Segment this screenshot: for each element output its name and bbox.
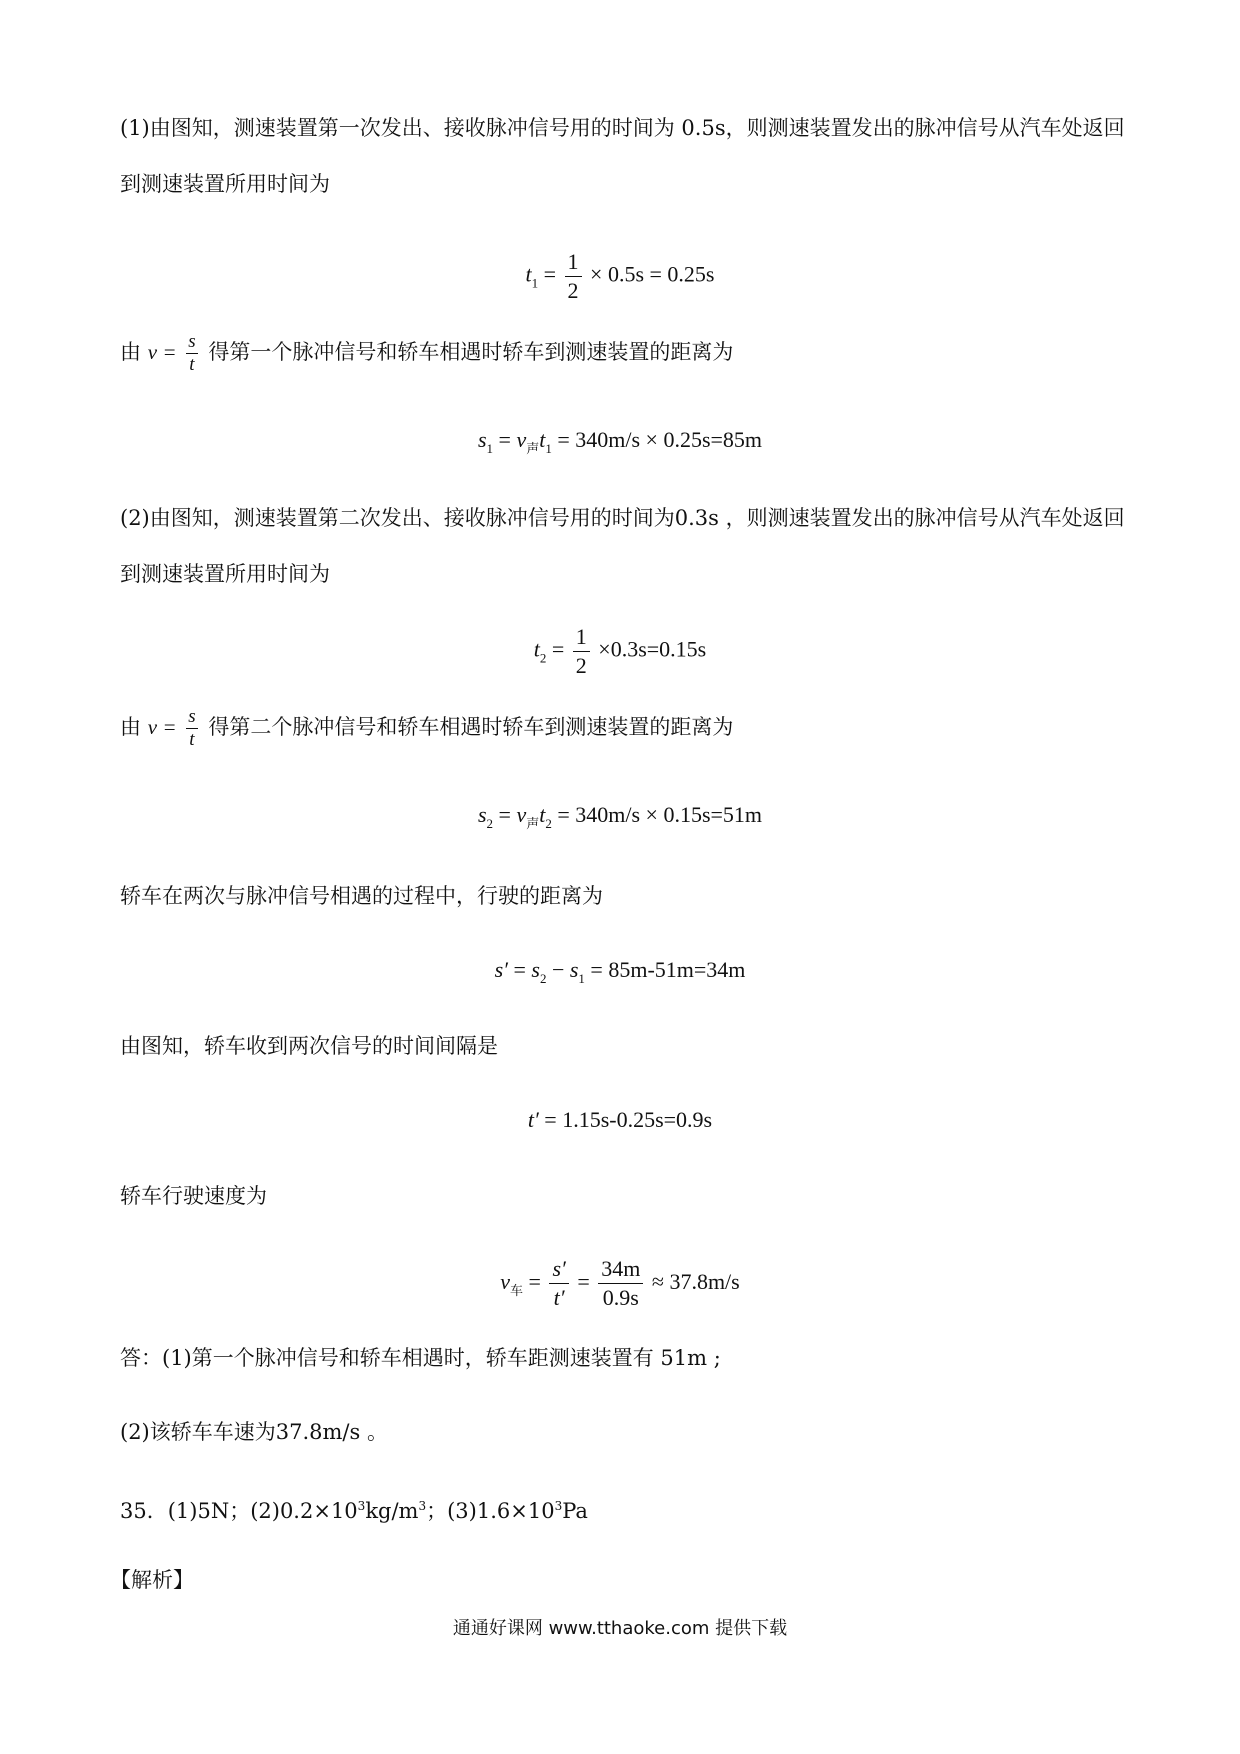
fraction-s-over-t: $\frac{s}{t}$	[188, 706, 196, 750]
equation-interval: t′ = 1.15s-0.25s=0.9s	[527, 1107, 713, 1132]
equation-t1: $t_1$ = $\frac{1}{2}$ × 0.5s = 0.25s	[525, 249, 715, 304]
interval-text: 由图知，轿车收到两次信号的时间间隔是	[120, 1034, 498, 1058]
part1-speed-formula-line: 由 v = $\frac{s}{t}$ 得第一个脉冲信号和轿车相遇时轿车到测速装置的距离为	[120, 331, 734, 375]
equation-t2: $t_2$ = $\frac{1}{2}$ ×0.3s=0.15s	[533, 624, 707, 679]
fraction-one-half: $\frac{1}{2}$	[565, 250, 582, 303]
speed-text: 轿车行驶速度为	[120, 1184, 267, 1208]
fraction-one-half: $\frac{1}{2}$	[573, 625, 590, 678]
part2-speed-formula-line: 由 v = $\frac{s}{t}$ 得第二个脉冲信号和轿车相遇时轿车到测速装置的距离为	[120, 706, 734, 750]
equation-s2: $s_2 = v_声t_2 = 340m/s \times 0.15s=51m$	[477, 802, 763, 831]
equation-s1: $s_1 = v_声t_1 = 340m/s \times 0.25s=85m$	[477, 427, 763, 456]
fraction-sprime-over-tprime: $\frac{s'}{t'}$	[549, 1257, 568, 1310]
equation-speed: $v_车$ = $\frac{s'}{t'}$ = $\frac{34m}{0.9s}$ ≈ 37.8m/s	[500, 1256, 740, 1311]
fraction-34m-over-0.9s: $\frac{34m}{0.9s}$	[598, 1257, 643, 1310]
part1-intro: (1)由图知，测速装置第一次发出、接收脉冲信号用的时间为 0.5s，则测速装置发出的脉冲信号从汽车处返回到测速装置所用时间为	[120, 116, 1125, 196]
page-footer: 通通好课网 www.tthaoke.com 提供下载	[452, 1618, 788, 1639]
analysis-label: 【解析】	[110, 1568, 194, 1592]
answer-line-1: 答：(1)第一个脉冲信号和轿车相遇时，轿车距测速装置有 51m ;	[120, 1346, 721, 1370]
question-35-answer: 35．(1)5N；$(2)0.2\times 10^3kg/m^3$；$(3)1.6\times 10^3Pa$	[120, 1499, 588, 1523]
part2-intro: (2)由图知，测速装置第二次发出、接收脉冲信号用的时间为0.3s ，则测速装置发出的脉冲信号从汽车处返回到测速装置所用时间为	[120, 506, 1125, 586]
answer-line-2: (2)该轿车车速为37.8m/s 。	[120, 1420, 388, 1444]
fraction-s-over-t: $\frac{s}{t}$	[188, 331, 196, 375]
distance-text: 轿车在两次与脉冲信号相遇的过程中，行驶的距离为	[120, 884, 603, 908]
equation-distance: $s' = s_2 - s_1 = 85m-51m=34m$	[494, 957, 746, 986]
